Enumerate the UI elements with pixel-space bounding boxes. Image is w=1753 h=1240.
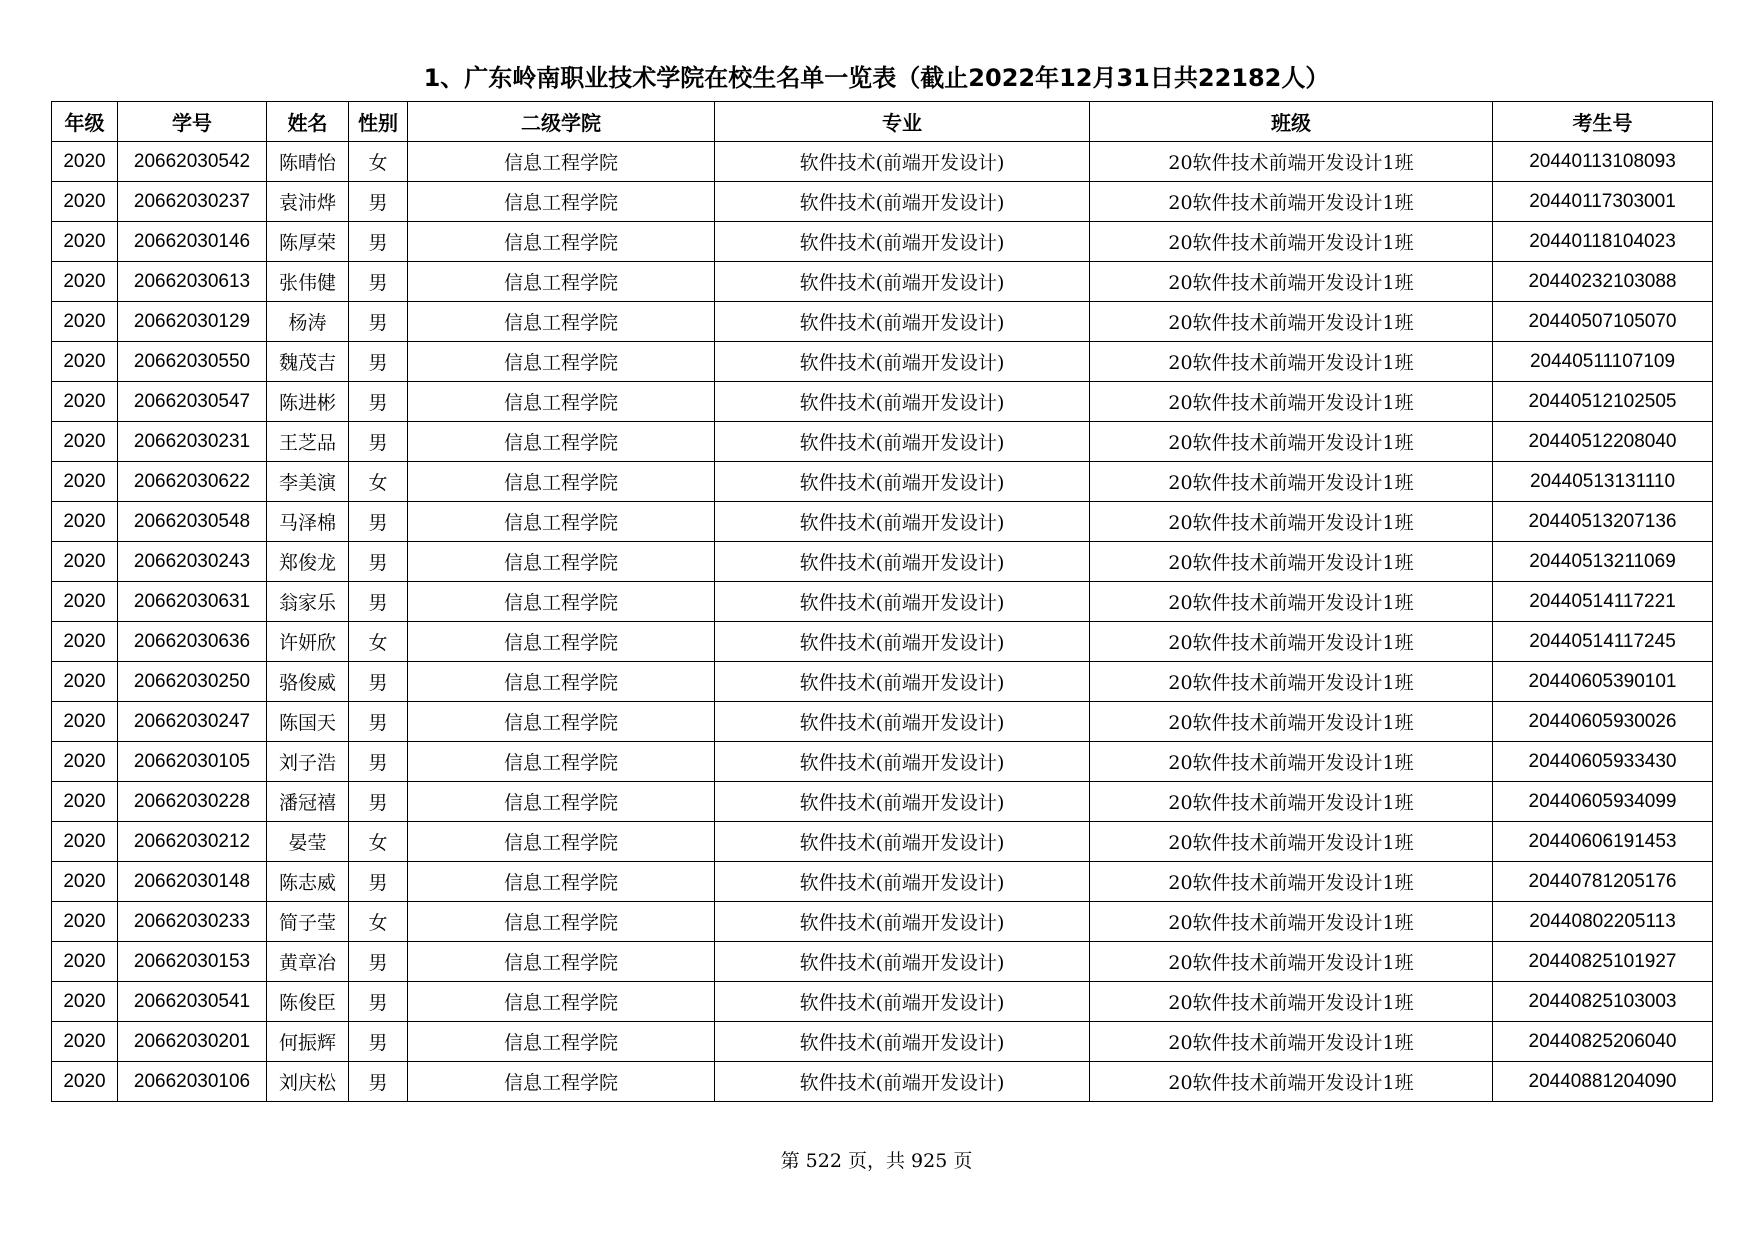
gender-cell: 男 bbox=[349, 942, 408, 982]
college-cell: 信息工程学院 bbox=[408, 582, 715, 622]
gender-cell: 男 bbox=[349, 702, 408, 742]
name-cell: 袁沛烨 bbox=[267, 182, 349, 222]
table-row bbox=[52, 822, 1713, 862]
class-cell: 20软件技术前端开发设计1班 bbox=[1090, 582, 1493, 622]
exam-id-cell: 20440605930026 bbox=[1493, 702, 1713, 742]
grade-cell: 2020 bbox=[52, 702, 118, 742]
exam-id-cell: 20440514117245 bbox=[1493, 622, 1713, 662]
grade-cell: 2020 bbox=[52, 342, 118, 382]
college-cell: 信息工程学院 bbox=[408, 222, 715, 262]
table-row bbox=[52, 942, 1713, 982]
major-cell: 软件技术(前端开发设计) bbox=[715, 982, 1090, 1022]
student-id-cell: 20662030550 bbox=[118, 342, 267, 382]
table-row bbox=[52, 262, 1713, 302]
college-cell: 信息工程学院 bbox=[408, 1062, 715, 1102]
major-cell: 软件技术(前端开发设计) bbox=[715, 542, 1090, 582]
class-cell: 20软件技术前端开发设计1班 bbox=[1090, 1062, 1493, 1102]
gender-cell: 男 bbox=[349, 862, 408, 902]
major-cell: 软件技术(前端开发设计) bbox=[715, 622, 1090, 662]
gender-cell: 男 bbox=[349, 182, 408, 222]
student-id-cell: 20662030148 bbox=[118, 862, 267, 902]
gender-cell: 男 bbox=[349, 382, 408, 422]
grade-cell: 2020 bbox=[52, 782, 118, 822]
name-cell: 陈国天 bbox=[267, 702, 349, 742]
column-header-class: 班级 bbox=[1090, 102, 1493, 142]
gender-cell: 男 bbox=[349, 262, 408, 302]
table-row bbox=[52, 1062, 1713, 1102]
college-cell: 信息工程学院 bbox=[408, 142, 715, 182]
student-id-cell: 20662030106 bbox=[118, 1062, 267, 1102]
gender-cell: 男 bbox=[349, 1062, 408, 1102]
class-cell: 20软件技术前端开发设计1班 bbox=[1090, 1022, 1493, 1062]
exam-id-cell: 20440781205176 bbox=[1493, 862, 1713, 902]
grade-cell: 2020 bbox=[52, 902, 118, 942]
exam-id-cell: 20440232103088 bbox=[1493, 262, 1713, 302]
student-id-cell: 20662030231 bbox=[118, 422, 267, 462]
college-cell: 信息工程学院 bbox=[408, 382, 715, 422]
name-cell: 李美演 bbox=[267, 462, 349, 502]
exam-id-cell: 20440507105070 bbox=[1493, 302, 1713, 342]
table-row bbox=[52, 182, 1713, 222]
grade-cell: 2020 bbox=[52, 422, 118, 462]
exam-id-cell: 20440513211069 bbox=[1493, 542, 1713, 582]
student-id-cell: 20662030129 bbox=[118, 302, 267, 342]
name-cell: 翁家乐 bbox=[267, 582, 349, 622]
name-cell: 刘子浩 bbox=[267, 742, 349, 782]
gender-cell: 女 bbox=[349, 462, 408, 502]
class-cell: 20软件技术前端开发设计1班 bbox=[1090, 542, 1493, 582]
major-cell: 软件技术(前端开发设计) bbox=[715, 582, 1090, 622]
exam-id-cell: 20440825103003 bbox=[1493, 982, 1713, 1022]
exam-id-cell: 20440118104023 bbox=[1493, 222, 1713, 262]
table-row bbox=[52, 862, 1713, 902]
major-cell: 软件技术(前端开发设计) bbox=[715, 702, 1090, 742]
class-cell: 20软件技术前端开发设计1班 bbox=[1090, 462, 1493, 502]
exam-id-cell: 20440606191453 bbox=[1493, 822, 1713, 862]
major-cell: 软件技术(前端开发设计) bbox=[715, 222, 1090, 262]
student-id-cell: 20662030153 bbox=[118, 942, 267, 982]
gender-cell: 男 bbox=[349, 742, 408, 782]
class-cell: 20软件技术前端开发设计1班 bbox=[1090, 382, 1493, 422]
grade-cell: 2020 bbox=[52, 1022, 118, 1062]
grade-cell: 2020 bbox=[52, 582, 118, 622]
major-cell: 软件技术(前端开发设计) bbox=[715, 822, 1090, 862]
student-id-cell: 20662030622 bbox=[118, 462, 267, 502]
exam-id-cell: 20440117303001 bbox=[1493, 182, 1713, 222]
student-id-cell: 20662030548 bbox=[118, 502, 267, 542]
table-row bbox=[52, 462, 1713, 502]
college-cell: 信息工程学院 bbox=[408, 742, 715, 782]
student-id-cell: 20662030247 bbox=[118, 702, 267, 742]
student-roster-table bbox=[51, 101, 1713, 1102]
college-cell: 信息工程学院 bbox=[408, 462, 715, 502]
page-footer: 第 522 页，共 925 页 bbox=[780, 1150, 973, 1172]
gender-cell: 男 bbox=[349, 422, 408, 462]
class-cell: 20软件技术前端开发设计1班 bbox=[1090, 302, 1493, 342]
college-cell: 信息工程学院 bbox=[408, 262, 715, 302]
gender-cell: 女 bbox=[349, 902, 408, 942]
gender-cell: 男 bbox=[349, 542, 408, 582]
name-cell: 陈俊臣 bbox=[267, 982, 349, 1022]
name-cell: 许妍欣 bbox=[267, 622, 349, 662]
exam-id-cell: 20440605390101 bbox=[1493, 662, 1713, 702]
student-id-cell: 20662030105 bbox=[118, 742, 267, 782]
major-cell: 软件技术(前端开发设计) bbox=[715, 662, 1090, 702]
table-row bbox=[52, 382, 1713, 422]
grade-cell: 2020 bbox=[52, 502, 118, 542]
gender-cell: 男 bbox=[349, 302, 408, 342]
gender-cell: 男 bbox=[349, 222, 408, 262]
column-header-exam-id: 考生号 bbox=[1493, 102, 1713, 142]
student-id-cell: 20662030631 bbox=[118, 582, 267, 622]
exam-id-cell: 20440113108093 bbox=[1493, 142, 1713, 182]
major-cell: 软件技术(前端开发设计) bbox=[715, 422, 1090, 462]
gender-cell: 女 bbox=[349, 822, 408, 862]
class-cell: 20软件技术前端开发设计1班 bbox=[1090, 182, 1493, 222]
gender-cell: 男 bbox=[349, 982, 408, 1022]
exam-id-cell: 20440881204090 bbox=[1493, 1062, 1713, 1102]
grade-cell: 2020 bbox=[52, 622, 118, 662]
name-cell: 骆俊威 bbox=[267, 662, 349, 702]
student-id-cell: 20662030541 bbox=[118, 982, 267, 1022]
college-cell: 信息工程学院 bbox=[408, 942, 715, 982]
table-row bbox=[52, 342, 1713, 382]
student-id-cell: 20662030233 bbox=[118, 902, 267, 942]
student-id-cell: 20662030201 bbox=[118, 1022, 267, 1062]
class-cell: 20软件技术前端开发设计1班 bbox=[1090, 982, 1493, 1022]
name-cell: 郑俊龙 bbox=[267, 542, 349, 582]
page-title: 1、广东岭南职业技术学院在校生名单一览表（截止2022年12月31日共22182人） bbox=[423, 64, 1330, 92]
class-cell: 20软件技术前端开发设计1班 bbox=[1090, 702, 1493, 742]
name-cell: 马泽棉 bbox=[267, 502, 349, 542]
college-cell: 信息工程学院 bbox=[408, 782, 715, 822]
gender-cell: 男 bbox=[349, 582, 408, 622]
student-id-cell: 20662030250 bbox=[118, 662, 267, 702]
grade-cell: 2020 bbox=[52, 822, 118, 862]
grade-cell: 2020 bbox=[52, 262, 118, 302]
name-cell: 何振辉 bbox=[267, 1022, 349, 1062]
student-id-cell: 20662030237 bbox=[118, 182, 267, 222]
major-cell: 软件技术(前端开发设计) bbox=[715, 942, 1090, 982]
major-cell: 软件技术(前端开发设计) bbox=[715, 902, 1090, 942]
name-cell: 陈志威 bbox=[267, 862, 349, 902]
name-cell: 刘庆松 bbox=[267, 1062, 349, 1102]
table-row bbox=[52, 1022, 1713, 1062]
college-cell: 信息工程学院 bbox=[408, 702, 715, 742]
name-cell: 魏茂吉 bbox=[267, 342, 349, 382]
major-cell: 软件技术(前端开发设计) bbox=[715, 262, 1090, 302]
grade-cell: 2020 bbox=[52, 182, 118, 222]
class-cell: 20软件技术前端开发设计1班 bbox=[1090, 142, 1493, 182]
exam-id-cell: 20440514117221 bbox=[1493, 582, 1713, 622]
column-header-student-id: 学号 bbox=[118, 102, 267, 142]
major-cell: 软件技术(前端开发设计) bbox=[715, 1062, 1090, 1102]
college-cell: 信息工程学院 bbox=[408, 342, 715, 382]
name-cell: 张伟健 bbox=[267, 262, 349, 302]
student-id-cell: 20662030212 bbox=[118, 822, 267, 862]
table-header-row bbox=[52, 102, 1713, 142]
college-cell: 信息工程学院 bbox=[408, 902, 715, 942]
name-cell: 简子莹 bbox=[267, 902, 349, 942]
grade-cell: 2020 bbox=[52, 982, 118, 1022]
exam-id-cell: 20440512208040 bbox=[1493, 422, 1713, 462]
major-cell: 软件技术(前端开发设计) bbox=[715, 782, 1090, 822]
college-cell: 信息工程学院 bbox=[408, 862, 715, 902]
grade-cell: 2020 bbox=[52, 542, 118, 582]
column-header-college: 二级学院 bbox=[408, 102, 715, 142]
gender-cell: 男 bbox=[349, 502, 408, 542]
grade-cell: 2020 bbox=[52, 862, 118, 902]
grade-cell: 2020 bbox=[52, 382, 118, 422]
class-cell: 20软件技术前端开发设计1班 bbox=[1090, 502, 1493, 542]
table-row bbox=[52, 502, 1713, 542]
class-cell: 20软件技术前端开发设计1班 bbox=[1090, 942, 1493, 982]
gender-cell: 男 bbox=[349, 662, 408, 702]
grade-cell: 2020 bbox=[52, 662, 118, 702]
gender-cell: 男 bbox=[349, 1022, 408, 1062]
table-row bbox=[52, 662, 1713, 702]
exam-id-cell: 20440605934099 bbox=[1493, 782, 1713, 822]
class-cell: 20软件技术前端开发设计1班 bbox=[1090, 222, 1493, 262]
college-cell: 信息工程学院 bbox=[408, 622, 715, 662]
college-cell: 信息工程学院 bbox=[408, 1022, 715, 1062]
column-header-grade: 年级 bbox=[52, 102, 118, 142]
exam-id-cell: 20440511107109 bbox=[1493, 342, 1713, 382]
name-cell: 陈晴怡 bbox=[267, 142, 349, 182]
class-cell: 20软件技术前端开发设计1班 bbox=[1090, 662, 1493, 702]
student-id-cell: 20662030547 bbox=[118, 382, 267, 422]
college-cell: 信息工程学院 bbox=[408, 542, 715, 582]
student-id-cell: 20662030228 bbox=[118, 782, 267, 822]
name-cell: 陈进彬 bbox=[267, 382, 349, 422]
grade-cell: 2020 bbox=[52, 742, 118, 782]
college-cell: 信息工程学院 bbox=[408, 502, 715, 542]
name-cell: 晏莹 bbox=[267, 822, 349, 862]
major-cell: 软件技术(前端开发设计) bbox=[715, 862, 1090, 902]
grade-cell: 2020 bbox=[52, 1062, 118, 1102]
exam-id-cell: 20440605933430 bbox=[1493, 742, 1713, 782]
exam-id-cell: 20440825206040 bbox=[1493, 1022, 1713, 1062]
college-cell: 信息工程学院 bbox=[408, 302, 715, 342]
college-cell: 信息工程学院 bbox=[408, 422, 715, 462]
grade-cell: 2020 bbox=[52, 462, 118, 502]
table-row bbox=[52, 302, 1713, 342]
column-header-gender: 性别 bbox=[349, 102, 408, 142]
column-header-name: 姓名 bbox=[267, 102, 349, 142]
exam-id-cell: 20440825101927 bbox=[1493, 942, 1713, 982]
student-id-cell: 20662030636 bbox=[118, 622, 267, 662]
class-cell: 20软件技术前端开发设计1班 bbox=[1090, 862, 1493, 902]
college-cell: 信息工程学院 bbox=[408, 182, 715, 222]
gender-cell: 男 bbox=[349, 342, 408, 382]
major-cell: 软件技术(前端开发设计) bbox=[715, 1022, 1090, 1062]
class-cell: 20软件技术前端开发设计1班 bbox=[1090, 342, 1493, 382]
student-id-cell: 20662030613 bbox=[118, 262, 267, 302]
column-header-major: 专业 bbox=[715, 102, 1090, 142]
table-row bbox=[52, 782, 1713, 822]
class-cell: 20软件技术前端开发设计1班 bbox=[1090, 742, 1493, 782]
major-cell: 软件技术(前端开发设计) bbox=[715, 342, 1090, 382]
grade-cell: 2020 bbox=[52, 142, 118, 182]
grade-cell: 2020 bbox=[52, 302, 118, 342]
gender-cell: 女 bbox=[349, 142, 408, 182]
table-row bbox=[52, 702, 1713, 742]
name-cell: 杨涛 bbox=[267, 302, 349, 342]
major-cell: 软件技术(前端开发设计) bbox=[715, 182, 1090, 222]
major-cell: 软件技术(前端开发设计) bbox=[715, 502, 1090, 542]
exam-id-cell: 20440512102505 bbox=[1493, 382, 1713, 422]
class-cell: 20软件技术前端开发设计1班 bbox=[1090, 422, 1493, 462]
table-body bbox=[52, 142, 1713, 1102]
class-cell: 20软件技术前端开发设计1班 bbox=[1090, 782, 1493, 822]
table-row bbox=[52, 422, 1713, 462]
exam-id-cell: 20440802205113 bbox=[1493, 902, 1713, 942]
gender-cell: 男 bbox=[349, 782, 408, 822]
table-row bbox=[52, 742, 1713, 782]
table-row bbox=[52, 582, 1713, 622]
student-id-cell: 20662030146 bbox=[118, 222, 267, 262]
exam-id-cell: 20440513207136 bbox=[1493, 502, 1713, 542]
table-row bbox=[52, 982, 1713, 1022]
table-row bbox=[52, 142, 1713, 182]
class-cell: 20软件技术前端开发设计1班 bbox=[1090, 622, 1493, 662]
exam-id-cell: 20440513131110 bbox=[1493, 462, 1713, 502]
major-cell: 软件技术(前端开发设计) bbox=[715, 462, 1090, 502]
table-row bbox=[52, 902, 1713, 942]
class-cell: 20软件技术前端开发设计1班 bbox=[1090, 262, 1493, 302]
major-cell: 软件技术(前端开发设计) bbox=[715, 302, 1090, 342]
name-cell: 王芝品 bbox=[267, 422, 349, 462]
name-cell: 潘冠禧 bbox=[267, 782, 349, 822]
college-cell: 信息工程学院 bbox=[408, 662, 715, 702]
college-cell: 信息工程学院 bbox=[408, 822, 715, 862]
table-row bbox=[52, 222, 1713, 262]
name-cell: 陈厚荣 bbox=[267, 222, 349, 262]
name-cell: 黄章冶 bbox=[267, 942, 349, 982]
class-cell: 20软件技术前端开发设计1班 bbox=[1090, 902, 1493, 942]
table-row bbox=[52, 622, 1713, 662]
college-cell: 信息工程学院 bbox=[408, 982, 715, 1022]
table-row bbox=[52, 542, 1713, 582]
student-id-cell: 20662030243 bbox=[118, 542, 267, 582]
major-cell: 软件技术(前端开发设计) bbox=[715, 382, 1090, 422]
gender-cell: 女 bbox=[349, 622, 408, 662]
class-cell: 20软件技术前端开发设计1班 bbox=[1090, 822, 1493, 862]
grade-cell: 2020 bbox=[52, 942, 118, 982]
major-cell: 软件技术(前端开发设计) bbox=[715, 742, 1090, 782]
grade-cell: 2020 bbox=[52, 222, 118, 262]
major-cell: 软件技术(前端开发设计) bbox=[715, 142, 1090, 182]
student-id-cell: 20662030542 bbox=[118, 142, 267, 182]
